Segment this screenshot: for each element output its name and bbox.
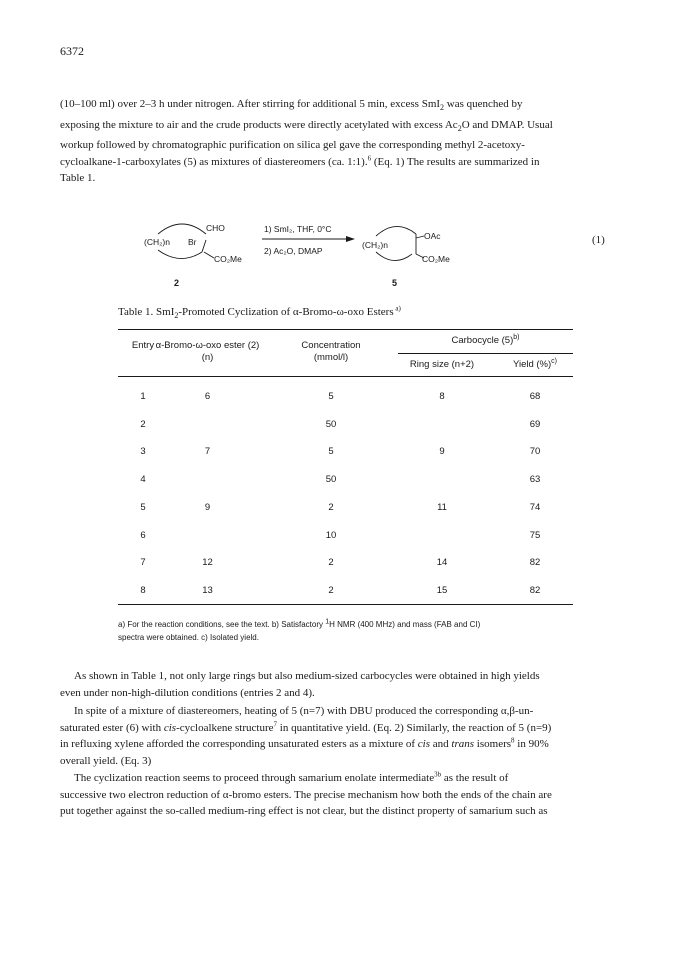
cell-concentration: 10 xyxy=(325,529,337,541)
cell-yield: 70 xyxy=(529,446,541,458)
product-ring-bond xyxy=(376,226,416,236)
header-ring-size: Ring size (n+2) xyxy=(409,359,475,370)
cell-n: 13 xyxy=(202,584,213,596)
product-ring-bond xyxy=(376,252,412,261)
cell-yield: 68 xyxy=(529,391,541,402)
table-rule-header xyxy=(118,376,573,377)
table-rule-top xyxy=(118,329,573,330)
header-concentration: Concentration (mmol/l) xyxy=(301,340,361,363)
cell-yield: 82 xyxy=(529,584,541,596)
cell-yield: 75 xyxy=(529,529,541,541)
cell-entry: 3 xyxy=(140,446,146,458)
text-line: saturated ester (6) with cis-cycloalkene structure$^7$ in quantitative yield. (Eq. 2) Similarly, the reaction of 5 (n=9) xyxy=(60,719,552,734)
cell-entry: 6 xyxy=(140,529,146,541)
reactant-cho: CHO xyxy=(206,223,225,233)
text-line: even under non-high-dilution conditions (entries 2 and 4). xyxy=(60,686,315,699)
text-line: (10–100 ml) over 2–3 h under nitrogen. After stirring for additional 5 min, excess SmI$_2$ was quenched by xyxy=(60,98,523,113)
product-label: 5 xyxy=(392,278,398,288)
text-line: As shown in Table 1, not only large rings but also medium-sized carbocycles were obtained in high yields xyxy=(74,670,540,682)
header-entry: Entry xyxy=(131,340,155,351)
cell-entry: 5 xyxy=(140,501,146,513)
cell-yield: 82 xyxy=(529,557,541,569)
cell-entry: 1 xyxy=(140,391,146,402)
reactant-br: Br xyxy=(188,237,197,247)
reactant-ring-bond xyxy=(202,240,206,252)
reactant-chain: (CH₂)n xyxy=(144,237,170,247)
cell-entry: 8 xyxy=(140,584,146,596)
cell-concentration: 5 xyxy=(328,391,334,402)
equation-number: (1) xyxy=(592,234,605,246)
text-line: cycloalkane-1-carboxylates (5) as mixtures of diastereomers (ca. 1:1).$^6$ (Eq. 1) The results are summarized in xyxy=(60,154,540,168)
product-ester: CO₂Me xyxy=(422,254,450,264)
cell-yield: 69 xyxy=(529,418,541,430)
text-line: successive two electron reduction of α-bromo esters. The precise mechanism how both the ends of the chain are xyxy=(60,788,552,801)
product-oac-bond xyxy=(416,236,424,238)
text-line: exposing the mixture to air and the crude products were directly acetylated with excess $Ac_2O$ and DMAP. Usual xyxy=(60,118,553,133)
text-line: Table 1. xyxy=(60,172,96,185)
footnote-line: spectra were obtained. c) Isolated yield. xyxy=(118,633,259,642)
text-line: put together against the so-called medium-ring effect is not clear, but the distinct property of samarium such as xyxy=(60,805,548,817)
reaction-arrow-head xyxy=(346,236,355,242)
condition-step2: 2) Ac₂O, DMAP xyxy=(264,246,323,256)
cell-concentration: 50 xyxy=(325,474,337,486)
footnote-line: a) For the reaction conditions, see the text. b) Satisfactory $^1$H NMR (400 MHz) and mass (FAB and CI) xyxy=(118,618,481,629)
text-line: The cyclization reaction seems to proceed through samarium enolate intermediate$^{3b}$ as the result of xyxy=(74,770,509,784)
cell-yield: 63 xyxy=(529,474,541,486)
cell-entry: 4 xyxy=(140,474,146,486)
cell-concentration: 50 xyxy=(325,418,337,430)
product-chain: (CH₂)n xyxy=(362,240,388,250)
cell-concentration: 2 xyxy=(328,584,334,596)
header-ester: α-Bromo-ω-oxo ester (2) (n) xyxy=(155,340,260,363)
text-line: workup followed by chromatographic purification on silica gel gave the corresponding methyl 2-acetoxy- xyxy=(60,139,525,152)
reaction-scheme xyxy=(140,210,450,290)
cell-n: 7 xyxy=(204,446,211,458)
cell-yield: 74 xyxy=(529,501,541,513)
reactant-ester: CO₂Me xyxy=(214,254,242,264)
cell-concentration: 5 xyxy=(328,446,334,458)
cell-n: 6 xyxy=(204,391,211,402)
table-caption: Table 1. SmI$_2$-Promoted Cyclization of α-Bromo-ω-oxo Esters $^{a)}$ xyxy=(118,304,401,321)
cell-ring-size: 9 xyxy=(439,446,445,458)
paragraph-top xyxy=(60,96,635,187)
cell-entry: 2 xyxy=(140,418,146,430)
product-oac: OAc xyxy=(424,231,441,241)
header-yield: Yield (%)$^{c)}$ xyxy=(512,357,558,370)
cell-ring-size: 15 xyxy=(436,584,448,596)
table-rule-carbocycle xyxy=(398,353,573,354)
cell-ring-size: 8 xyxy=(439,391,445,402)
cell-entry: 7 xyxy=(140,557,146,569)
cell-ring-size: 11 xyxy=(437,501,447,513)
text-line: in refluxing xylene afforded the corresponding unsaturated esters as a mixture of cis and trans isomers$^8$ in 90% xyxy=(60,736,549,750)
reactant-ring-bond xyxy=(158,250,202,259)
cell-ring-size: 14 xyxy=(436,557,448,569)
cell-n: 12 xyxy=(202,557,213,569)
text-line: In spite of a mixture of diastereomers, heating of 5 (n=7) with DBU produced the corresponding α,β-un- xyxy=(74,705,534,717)
condition-step1: 1) SmI₂, THF, 0°C xyxy=(264,224,332,234)
paragraph-3 xyxy=(60,770,635,820)
reactant-ring-bond xyxy=(158,224,206,234)
page-number: 6372 xyxy=(60,44,84,58)
header-carbocycle: Carbocycle $(5)^{b)}$ xyxy=(451,333,520,346)
cell-n: 9 xyxy=(204,501,211,513)
paragraph-1 xyxy=(60,668,635,701)
reactant-label: 2 xyxy=(174,278,180,288)
text-line: overall yield. (Eq. 3) xyxy=(60,754,152,767)
reactant-ester-bond xyxy=(204,252,214,258)
table-rule-bottom xyxy=(118,604,573,605)
cell-concentration: 2 xyxy=(328,557,334,569)
cell-concentration: 2 xyxy=(328,501,334,513)
paragraph-2 xyxy=(60,703,635,769)
table-footnote xyxy=(118,618,588,644)
